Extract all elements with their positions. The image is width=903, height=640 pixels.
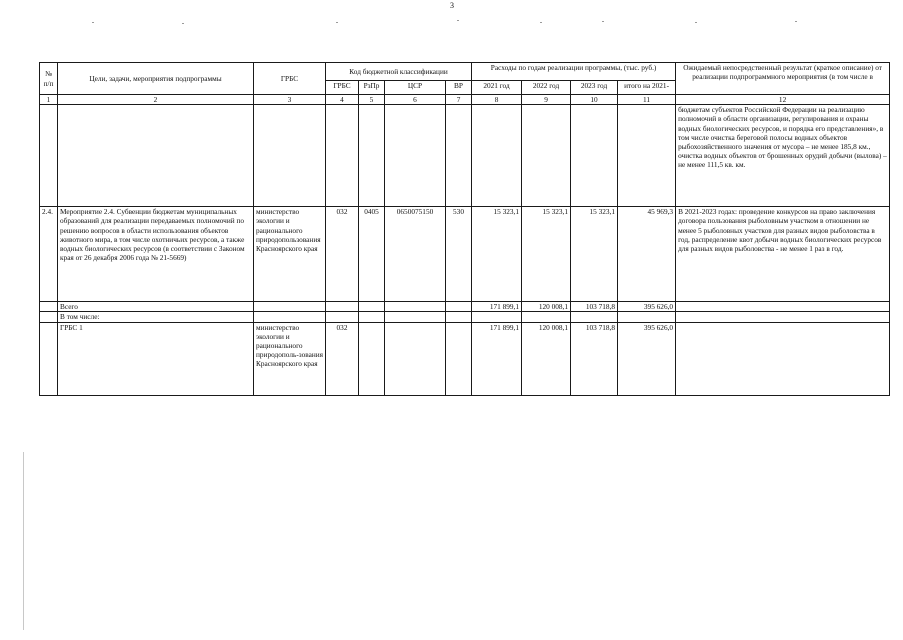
measure-grbs: министерство экологии и рационального природопользования Красноярского края <box>254 207 326 302</box>
header-sub-2023: 2023 год <box>571 81 618 95</box>
cell-empty <box>359 302 385 312</box>
cell-empty <box>326 302 359 312</box>
cell-empty <box>359 105 385 207</box>
header-sub-2021: 2021 год <box>472 81 522 95</box>
header-sub-grbs: ГРБС <box>326 81 359 95</box>
column-number: 4 <box>326 95 359 105</box>
cell-empty <box>522 312 571 322</box>
grbs1-2022: 120 008,1 <box>522 322 571 395</box>
measure-2022: 15 323,1 <box>522 207 571 302</box>
table-row-grbs-1 <box>40 322 890 395</box>
cell-empty <box>522 105 571 207</box>
scan-speck <box>695 22 697 23</box>
scan-speck <box>336 22 338 23</box>
cell-empty <box>254 312 326 322</box>
total-sum: 395 626,0 <box>618 302 676 312</box>
cell-empty <box>571 105 618 207</box>
page-number: 3 <box>450 1 454 10</box>
cell-empty <box>254 105 326 207</box>
header-sub-2022: 2022 год <box>522 81 571 95</box>
measure-num: 2.4. <box>40 207 58 302</box>
cell-empty <box>676 322 890 395</box>
cell-empty <box>676 302 890 312</box>
measure-grbs-code: 032 <box>326 207 359 302</box>
cell-empty <box>326 105 359 207</box>
cell-empty <box>254 302 326 312</box>
scan-speck <box>182 23 184 24</box>
cell-empty <box>385 312 446 322</box>
scan-speck <box>457 20 459 21</box>
measure-total: 45 969,3 <box>618 207 676 302</box>
cell-empty <box>58 105 254 207</box>
header-sub-rzpr: РзПр <box>359 81 385 95</box>
column-number: 12 <box>676 95 890 105</box>
column-number: 9 <box>522 95 571 105</box>
grbs1-total: 395 626,0 <box>618 322 676 395</box>
measure-csr: 0650075150 <box>385 207 446 302</box>
column-number: 7 <box>446 95 472 105</box>
cell-empty <box>385 105 446 207</box>
header-goals: Цели, задачи, мероприятия подпрограммы <box>58 63 254 95</box>
cell-empty <box>326 312 359 322</box>
column-number: 5 <box>359 95 385 105</box>
table-row-measure-2-4 <box>40 207 890 302</box>
scan-edge-line <box>23 452 24 630</box>
cell-empty <box>676 312 890 322</box>
cell-empty <box>359 322 385 395</box>
total-2021: 171 899,1 <box>472 302 522 312</box>
cell-empty <box>446 302 472 312</box>
measure-result: В 2021-2023 годах: проведение конкурсов на право заключения договора пользования рыболовным участком в отношении не менее 5 рыболовных участков для разных видов рыболовства в год, распределение квот добычи водных биологических ресурсов для разных видов рыболовства - не менее 1 раз в год. <box>676 207 890 302</box>
cell-empty <box>40 312 58 322</box>
cell-empty <box>472 105 522 207</box>
header-sub-total: итого на 2021- <box>618 81 676 95</box>
header-sub-csr: ЦСР <box>385 81 446 95</box>
header-code-group: Код бюджетной классификации <box>326 63 472 81</box>
measure-vr: 530 <box>446 207 472 302</box>
cell-empty <box>618 312 676 322</box>
header-costs-group: Расходы по годам реализации программы, (тыс. руб.) <box>472 63 676 81</box>
column-number: 8 <box>472 95 522 105</box>
header-row <box>40 63 890 81</box>
total-2023: 103 718,8 <box>571 302 618 312</box>
column-number-row <box>40 95 890 105</box>
budget-table <box>39 62 890 396</box>
cell-empty <box>618 105 676 207</box>
grbs1-ministry: министерство экологии и рационального природополь-зования Красноярского края <box>254 322 326 395</box>
column-number: 1 <box>40 95 58 105</box>
header-grbs: ГРБС <box>254 63 326 95</box>
table-row-continuation <box>40 105 890 207</box>
cell-empty <box>40 302 58 312</box>
cell-empty <box>571 312 618 322</box>
scan-speck <box>602 21 604 22</box>
cell-empty <box>385 302 446 312</box>
cell-empty <box>359 312 385 322</box>
measure-2021: 15 323,1 <box>472 207 522 302</box>
total-label: Всего <box>58 302 254 312</box>
result-continuation-text: бюджетам субъектов Российской Федерации на реализацию полномочий в области организации, регулирования и охраны водных биологических ресурсов, и порядка его представления», в том числе очистка береговой полосы водных объектов рыбохозяйственного значения от мусора – не менее 185,8 км., очистка водных объектов от брошенных орудий добычи (вылова) – не менее 111,5 кв. км. <box>676 105 890 207</box>
cell-empty <box>446 322 472 395</box>
header-result: Ожидаемый непосредственный результат (краткое описание) от реализации подпрограммного мероприятия (в том числе в <box>676 63 890 95</box>
scan-speck <box>92 22 94 23</box>
cell-empty <box>446 105 472 207</box>
scan-speck <box>540 22 542 23</box>
column-number: 10 <box>571 95 618 105</box>
cell-empty <box>40 322 58 395</box>
measure-text: Мероприятие 2.4. Субвенции бюджетам муниципальных образований для реализации передаваемых полномочий по решению вопросов в области использования объектов животного мира, в том числе охотничьих ресурсов, а также водных биологических ресурсов (в соответствии с Законом края от 26 декабря 2006 года № 21-5669) <box>58 207 254 302</box>
measure-2023: 15 323,1 <box>571 207 618 302</box>
including-label: В том числе: <box>58 312 254 322</box>
measure-rzpr: 0405 <box>359 207 385 302</box>
column-number: 6 <box>385 95 446 105</box>
grbs1-2021: 171 899,1 <box>472 322 522 395</box>
scan-speck <box>795 21 797 22</box>
grbs1-2023: 103 718,8 <box>571 322 618 395</box>
cell-empty <box>472 312 522 322</box>
table-row-total <box>40 302 890 312</box>
column-number: 11 <box>618 95 676 105</box>
grbs1-label: ГРБС 1 <box>58 322 254 395</box>
cell-empty <box>385 322 446 395</box>
total-2022: 120 008,1 <box>522 302 571 312</box>
header-sub-vr: ВР <box>446 81 472 95</box>
column-number: 2 <box>58 95 254 105</box>
cell-empty <box>446 312 472 322</box>
cell-empty <box>40 105 58 207</box>
column-number: 3 <box>254 95 326 105</box>
grbs1-code: 032 <box>326 322 359 395</box>
table-row-including <box>40 312 890 322</box>
header-num: № п/п <box>40 63 58 95</box>
